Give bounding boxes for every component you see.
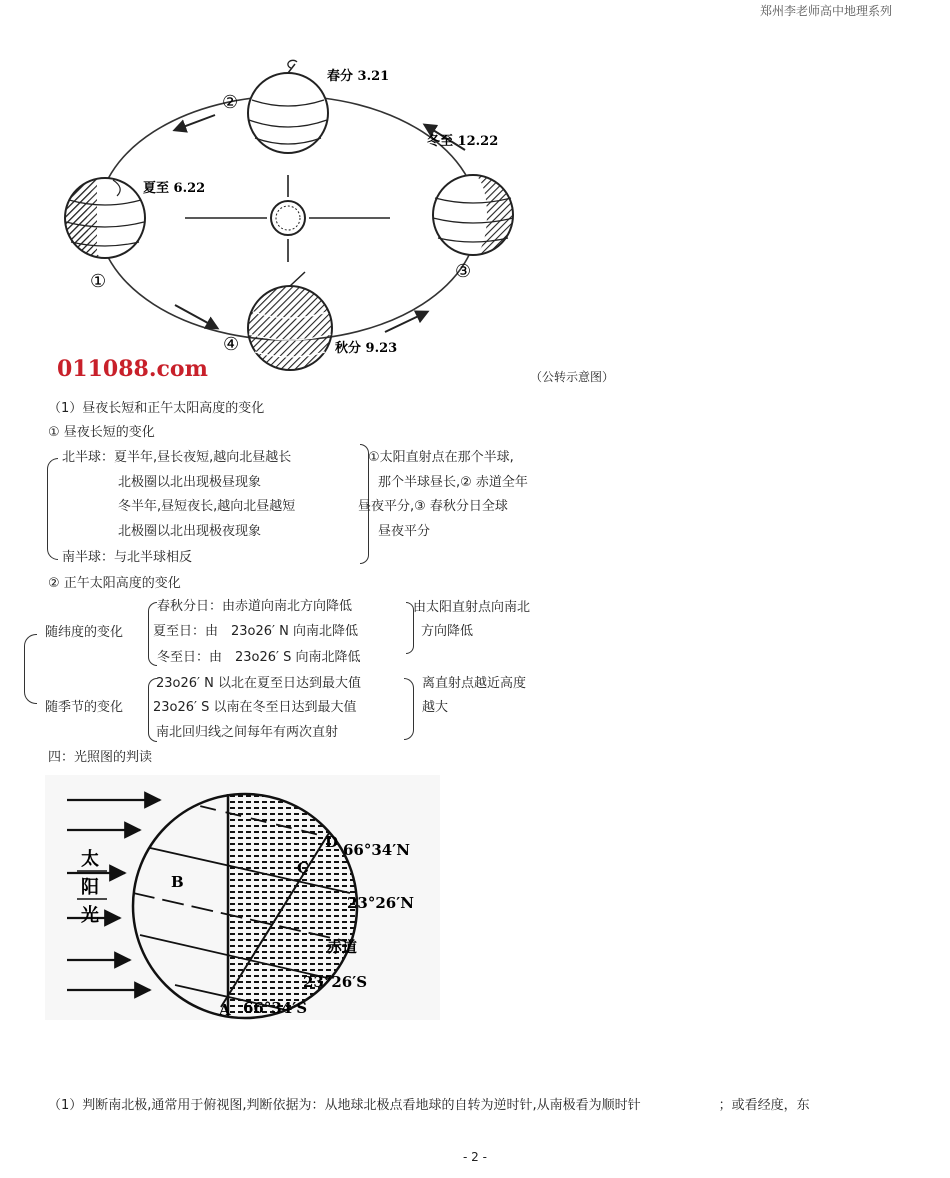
point-B: B: [171, 873, 184, 891]
section-title: 四：光照图的判读: [48, 750, 153, 765]
lat-label: 66°34′N: [343, 841, 410, 859]
earth-summer: [65, 178, 145, 258]
earth-autumn: [248, 272, 332, 370]
outer-left-brace: [24, 634, 37, 704]
section-title: （1）昼夜长短和正午太阳高度的变化: [48, 401, 265, 416]
lat-label: 66°34′S: [243, 999, 308, 1017]
daynight-south: 南半球：与北半球相反: [62, 550, 193, 565]
label-autumn: 秋分 9.23: [335, 341, 398, 356]
right-brace: [404, 678, 414, 740]
point-A: A: [219, 1001, 231, 1019]
daynight-arctic-day: 北极圈以北出现极昼现象: [118, 475, 262, 490]
page-number: - 2 -: [463, 1150, 487, 1164]
point-D: D: [325, 833, 339, 851]
left-brace: [47, 458, 58, 560]
noon-season-1: 23o26′ N 以北在夏至日达到最大值: [156, 676, 361, 691]
label-n2: ②: [222, 92, 239, 113]
label-n3: ③: [455, 261, 472, 282]
daynight-note: 昼夜平分: [378, 524, 431, 539]
label-winter: 冬至 12.22: [427, 134, 499, 149]
daynight-note: 昼夜平分,③ 春秋分日全球: [358, 499, 508, 514]
daynight-winter-half: 冬半年,昼短夜长,越向北昼越短: [118, 499, 296, 514]
noon-lat-note: 方向降低: [421, 624, 474, 639]
sun-label: 太: [81, 849, 99, 870]
lat-label: 23°26′S: [303, 973, 368, 991]
noon-summer: 夏至日：由 23o26′ N 向南北降低: [153, 624, 358, 639]
orbit-diagram: [55, 50, 525, 385]
orbit-caption: （公转示意图）: [530, 370, 615, 384]
earth-winter: [433, 175, 513, 255]
noon-season-2: 23o26′ S 以南在冬至日达到最大值: [153, 700, 357, 715]
illumination-diagram: [45, 775, 440, 1020]
equator-label: 赤道: [327, 938, 358, 956]
body-text: （1）判断南北极,通常用于俯视图,判断依据为：从地球北极点看地球的自转为逆时针,从南极看为顺时针 ；或看经度，东: [48, 1098, 810, 1113]
lat-label: 23°26′N: [347, 894, 414, 912]
page-header: 郑州李老师高中地理系列: [759, 4, 892, 18]
label-n1: ①: [90, 271, 107, 292]
subsection-title: ① 昼夜长短的变化: [48, 425, 155, 440]
daynight-north: 北半球：夏半年,昼长夜短,越向北昼越长: [62, 450, 292, 465]
noon-winter: 冬至日：由 23o26′ S 向南北降低: [157, 650, 361, 665]
daynight-note: ①太阳直射点在那个半球,: [368, 450, 514, 465]
noon-equinox: 春秋分日：由赤道向南北方向降低: [157, 599, 353, 614]
earth-spring: [248, 60, 328, 153]
label-spring: 春分 3.21: [327, 69, 390, 84]
noon-season-3: 南北回归线之间每年有两次直射: [156, 725, 339, 740]
sun-icon: [185, 175, 390, 262]
noon-by-season: 随季节的变化: [45, 700, 124, 715]
daynight-arctic-night: 北极圈以北出现极夜现象: [118, 524, 262, 539]
noon-season-note: 离直射点越近高度: [422, 676, 527, 691]
noon-lat-note: 由太阳直射点向南北: [413, 600, 531, 615]
point-C: C: [297, 859, 309, 877]
daynight-note: 那个半球昼长,② 赤道全年: [378, 475, 528, 490]
subsection-title: ② 正午太阳高度的变化: [48, 576, 181, 591]
label-n4: ④: [223, 334, 240, 355]
noon-season-note: 越大: [422, 700, 449, 715]
sun-label: 光: [81, 905, 99, 926]
sun-label: 阳: [81, 877, 99, 898]
noon-by-latitude: 随纬度的变化: [45, 625, 124, 640]
label-summer: 夏至 6.22: [143, 181, 206, 196]
orbit-arrow: [385, 312, 427, 332]
watermark: 011088.com: [57, 356, 208, 382]
